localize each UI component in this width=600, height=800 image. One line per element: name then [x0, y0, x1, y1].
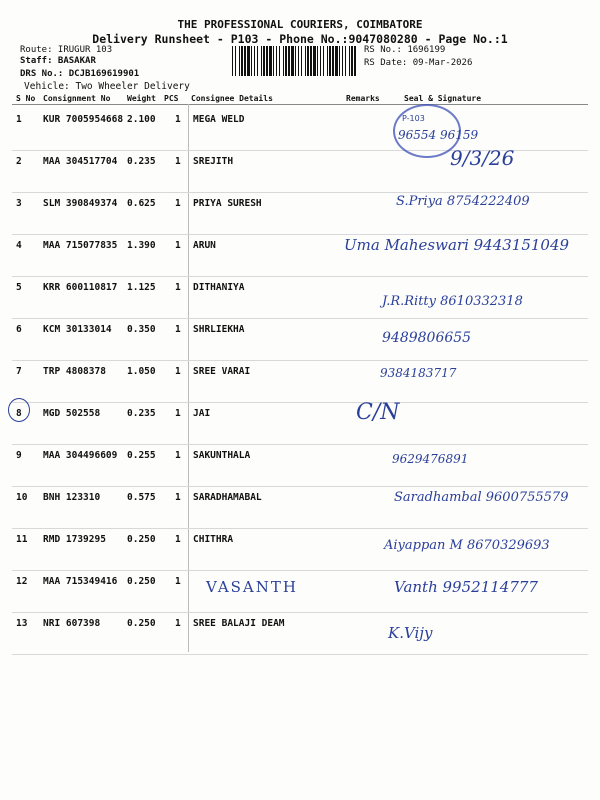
handwritten-signature: Aiyappan M 8670329693 [384, 538, 550, 553]
row-consignee: ARUN [193, 240, 216, 251]
handwritten-signature: K.Vijy [388, 624, 433, 642]
row-consignee: PRIYA SURESH [193, 198, 262, 209]
barcode-bar [305, 46, 306, 76]
row-consignment: SLM 390849374 [43, 198, 118, 209]
runsheet-title: Delivery Runsheet - P103 - Phone No.:9047080280 - Page No.:1 [92, 32, 508, 46]
row-sno: 12 [16, 576, 28, 587]
barcode-bar [266, 46, 268, 76]
barcode-bar [291, 46, 294, 76]
barcode-bar [241, 46, 243, 76]
row-weight: 0.235 [127, 156, 156, 167]
row-8-circle-mark [8, 398, 30, 422]
company-name: THE PROFESSIONAL COURIERS, COIMBATORE [177, 18, 423, 31]
row-sno: 9 [16, 450, 22, 461]
row-sno: 6 [16, 324, 22, 335]
barcode-bar [285, 46, 287, 76]
barcode-bar [329, 46, 331, 76]
row-consignment: KCM 30133014 [43, 324, 112, 335]
row-pcs: 1 [175, 492, 181, 503]
row-pcs: 1 [175, 114, 181, 125]
staff-label: Staff: BASAKAR [20, 56, 96, 66]
row-weight: 0.255 [127, 450, 156, 461]
row-sno: 1 [16, 114, 22, 125]
seal-stamp-text: P-103 [402, 114, 425, 123]
row-sno: 10 [16, 492, 28, 503]
handwritten-signature: C/N [356, 400, 400, 425]
row-consignee: SREJITH [193, 156, 234, 167]
barcode-bar [345, 46, 346, 76]
barcode-bar [247, 46, 250, 76]
col-header-pcs: PCS [164, 94, 179, 103]
barcode-bar [307, 46, 309, 76]
row-pcs: 1 [175, 450, 181, 461]
barcode-bar [301, 46, 302, 76]
handwritten-signature: Saradhambal 9600755579 [394, 490, 569, 505]
row-consignee: SREE VARAI [193, 366, 251, 377]
handwritten-name-row12: VASANTH [206, 578, 298, 596]
barcode-bar [279, 46, 280, 76]
col-header-seal: Seal & Signature [404, 94, 482, 103]
barcode-bar [310, 46, 312, 76]
handwritten-signature: 96554 96159 [398, 128, 479, 142]
row-consignee: SHRLIEKHA [193, 324, 245, 335]
table-row [12, 402, 588, 445]
header-rule [12, 104, 588, 105]
barcode-bar [349, 46, 350, 76]
barcode-bar [335, 46, 338, 76]
row-consignment: MGD 502558 [43, 408, 101, 419]
barcode-bar [261, 46, 262, 76]
row-pcs: 1 [175, 198, 181, 209]
row-consignee: MEGA WELD [193, 114, 245, 125]
barcode-bar [342, 46, 343, 76]
row-consignment: KUR 7005954668 [43, 114, 124, 125]
row-weight: 0.625 [127, 198, 156, 209]
handwritten-signature: J.R.Ritty 8610332318 [382, 294, 523, 309]
barcode-bar [283, 46, 284, 76]
row-weight: 0.575 [127, 492, 156, 503]
row-weight: 1.050 [127, 366, 156, 377]
table-row [12, 360, 588, 403]
row-sno: 4 [16, 240, 22, 251]
barcode-bar [263, 46, 265, 76]
row-pcs: 1 [175, 366, 181, 377]
row-consignee: CHITHRA [193, 534, 234, 545]
row-consignee: JAI [193, 408, 211, 419]
row-consignee: DITHANIYA [193, 282, 245, 293]
barcode-bar [257, 46, 258, 76]
drs-number: DRS No.: DCJB169619901 [20, 69, 140, 79]
barcode-bar [251, 46, 252, 76]
row-sno: 5 [16, 282, 22, 293]
barcode-bar [354, 46, 356, 76]
barcode-bar [239, 46, 240, 76]
barcode-bar [320, 46, 321, 76]
row-weight: 1.390 [127, 240, 156, 251]
barcode [232, 46, 356, 76]
rs-number: RS No.: 1696199 [364, 45, 446, 55]
row-weight: 0.235 [127, 408, 156, 419]
row-pcs: 1 [175, 618, 181, 629]
row-consignee: SAKUNTHALA [193, 450, 251, 461]
col-header-weight: Weight [127, 94, 156, 103]
row-consignment: TRP 4808378 [43, 366, 106, 377]
barcode-bar [288, 46, 290, 76]
handwritten-signature: 9629476891 [392, 452, 469, 466]
barcode-bar [254, 46, 255, 76]
row-sno: 2 [16, 156, 22, 167]
row-pcs: 1 [175, 324, 181, 335]
barcode-bar [232, 46, 233, 76]
handwritten-signature: 9384183717 [380, 366, 457, 380]
row-sno: 3 [16, 198, 22, 209]
row-pcs: 1 [175, 408, 181, 419]
handwritten-signature: 9/3/26 [450, 146, 515, 170]
row-weight: 0.250 [127, 534, 156, 545]
barcode-bar [269, 46, 272, 76]
row-sno: 13 [16, 618, 28, 629]
row-consignment: NRI 607398 [43, 618, 101, 629]
row-consignment: MAA 715077835 [43, 240, 118, 251]
row-consignee: SARADHAMABAL [193, 492, 262, 503]
handwritten-signature: Vanth 9952114777 [394, 578, 538, 596]
vehicle-label: Vehicle: Two Wheeler Delivery [24, 81, 190, 92]
barcode-bar [339, 46, 340, 76]
barcode-bar [235, 46, 236, 76]
row-weight: 0.250 [127, 576, 156, 587]
handwritten-signature: 9489806655 [382, 330, 472, 346]
row-sno: 8 [16, 408, 22, 419]
barcode-bar [244, 46, 246, 76]
col-header-remarks: Remarks [346, 94, 380, 103]
row-weight: 0.350 [127, 324, 156, 335]
table-row [12, 444, 588, 487]
row-consignment: RMD 1739295 [43, 534, 106, 545]
row-sno: 11 [16, 534, 28, 545]
table-row [12, 318, 588, 361]
row-pcs: 1 [175, 240, 181, 251]
table-row [12, 108, 588, 151]
table-row [12, 612, 588, 655]
handwritten-signature: S.Priya 8754222409 [396, 194, 530, 209]
row-consignment: MAA 304496609 [43, 450, 118, 461]
col-header-sno: S No [16, 94, 36, 103]
handwritten-signature: Uma Maheswari 9443151049 [344, 236, 570, 254]
row-pcs: 1 [175, 576, 181, 587]
row-pcs: 1 [175, 156, 181, 167]
row-sno: 7 [16, 366, 22, 377]
rs-date: RS Date: 09-Mar-2026 [364, 58, 473, 68]
col-header-consignee: Consignee Details [191, 94, 273, 103]
barcode-bar [313, 46, 316, 76]
barcode-bar [323, 46, 324, 76]
barcode-bar [317, 46, 318, 76]
row-consignment: MAA 715349416 [43, 576, 118, 587]
row-weight: 1.125 [127, 282, 156, 293]
barcode-bar [273, 46, 274, 76]
barcode-bar [332, 46, 334, 76]
barcode-bar [351, 46, 353, 76]
route-label: Route: IRUGUR 103 [20, 45, 113, 55]
barcode-bar [295, 46, 296, 76]
row-weight: 0.250 [127, 618, 156, 629]
row-pcs: 1 [175, 534, 181, 545]
barcode-bar [298, 46, 299, 76]
row-weight: 2.100 [127, 114, 156, 125]
row-consignment: KRR 600110817 [43, 282, 118, 293]
row-pcs: 1 [175, 282, 181, 293]
barcode-bar [327, 46, 328, 76]
col-header-consignment: Consignment No [43, 94, 111, 103]
row-consignment: BNH 123310 [43, 492, 101, 503]
barcode-bar [276, 46, 277, 76]
row-consignment: MAA 304517704 [43, 156, 118, 167]
row-consignee: SREE BALAJI DEAM [193, 618, 285, 629]
